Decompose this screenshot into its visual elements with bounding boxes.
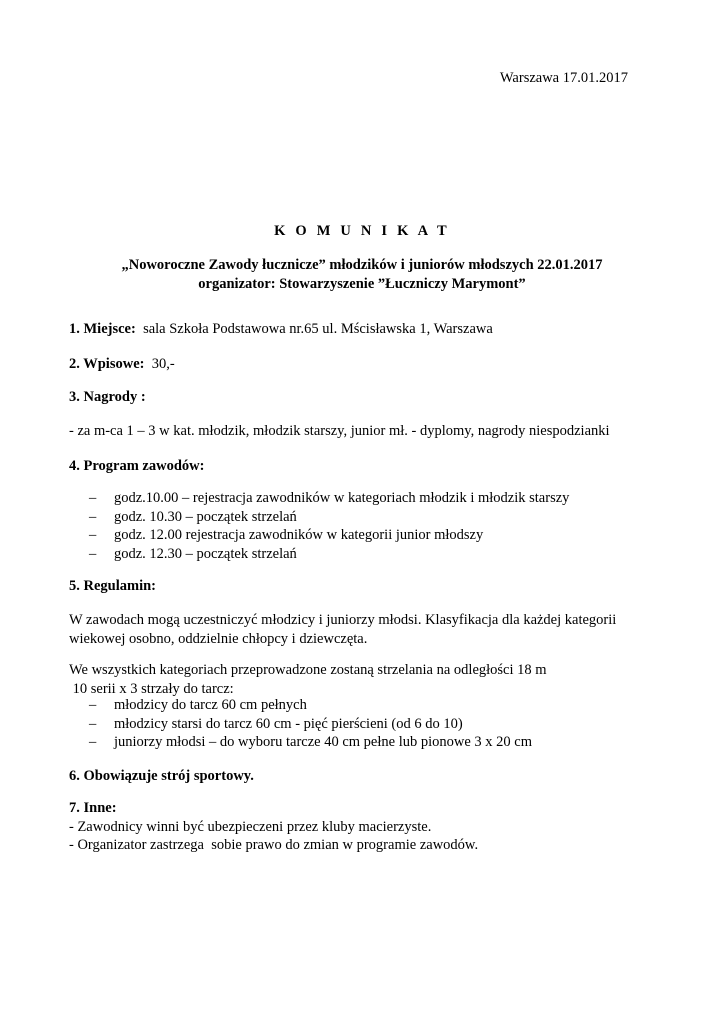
section-wpisowe-value: 30,- bbox=[151, 356, 175, 372]
section-stroj-heading: 6. Obowiązuje strój sportowy. bbox=[69, 768, 254, 784]
list-item bbox=[69, 508, 659, 527]
program-item-text: godz. 10.30 – początek strzelań bbox=[114, 508, 297, 525]
dash-bullet: – bbox=[89, 490, 97, 506]
dash-bullet: – bbox=[89, 697, 97, 713]
section-miejsce-value: sala Szkoła Podstawowa nr.65 ul. Mścisławska 1, Warszawa bbox=[143, 321, 493, 337]
section-inne bbox=[69, 799, 659, 855]
regulamin-item-text: młodzicy do tarcz 60 cm pełnych bbox=[114, 697, 307, 713]
subtitle-line-1: „Noworoczne Zawody łucznicze” młodzików i juniorów młodszych 22.01.2017 bbox=[121, 257, 603, 273]
regulamin-p1-line-2: wiekowej osobno, oddzielnie chłopcy i dziewczęta. bbox=[69, 630, 368, 647]
inne-line-2: - Organizator zastrzega sobie prawo do zmian w programie zawodów. bbox=[69, 837, 479, 853]
dash-bullet: – bbox=[89, 527, 97, 543]
dash-bullet: – bbox=[89, 508, 97, 525]
dash-bullet: – bbox=[89, 734, 97, 750]
regulamin-p2-line-2: 10 serii x 3 strzały do tarcz: bbox=[69, 680, 234, 697]
inne-line-1: - Zawodnicy winni być ubezpieczeni przez kluby macierzyste. bbox=[69, 818, 432, 835]
list-item bbox=[69, 545, 659, 564]
list-item bbox=[69, 489, 659, 508]
regulamin-paragraph-2 bbox=[69, 661, 659, 698]
section-program-heading: 4. Program zawodów: bbox=[69, 458, 205, 474]
section-inne-heading: 7. Inne: bbox=[69, 800, 117, 816]
section-regulamin-heading: 5. Regulamin: bbox=[69, 578, 156, 594]
list-item bbox=[69, 526, 659, 545]
section-nagrody-text: - za m-ca 1 – 3 w kat. młodzik, młodzik starszy, junior mł. - dyplomy, nagrody niespodzianki bbox=[69, 423, 610, 439]
program-item-text: godz.10.00 – rejestracja zawodników w kategoriach młodzik i młodzik starszy bbox=[114, 490, 570, 506]
program-item-text: godz. 12.30 – początek strzelań bbox=[114, 545, 297, 562]
dash-bullet: – bbox=[89, 715, 97, 732]
section-miejsce bbox=[69, 320, 659, 339]
regulamin-p1-line-1: W zawodach mogą uczestniczyć młodzicy i juniorzy młodsi. Klasyfikacja dla każdej kategorii bbox=[69, 612, 617, 628]
document-title: K O M U N I K A T bbox=[274, 223, 450, 239]
regulamin-item-text: juniorzy młodsi – do wyboru tarcze 40 cm pełne lub pionowe 3 x 20 cm bbox=[114, 734, 532, 750]
section-wpisowe-label: 2. Wpisowe: bbox=[69, 356, 145, 372]
list-item bbox=[69, 715, 659, 734]
regulamin-list bbox=[69, 696, 659, 752]
dash-bullet: – bbox=[89, 545, 97, 562]
subtitle-line-2: organizator: Stowarzyszenie ”Łuczniczy Marymont” bbox=[198, 275, 526, 292]
list-item bbox=[69, 733, 659, 752]
document-subtitle bbox=[0, 256, 724, 293]
document-date: Warszawa 17.01.2017 bbox=[499, 70, 628, 86]
list-item bbox=[69, 696, 659, 715]
regulamin-paragraph-1 bbox=[69, 611, 659, 648]
program-list bbox=[69, 489, 659, 563]
section-nagrody-label bbox=[69, 388, 659, 407]
section-wpisowe bbox=[69, 355, 659, 374]
section-program-label bbox=[69, 457, 659, 476]
regulamin-p2-line-1: We wszystkich kategoriach przeprowadzone zostaną strzelania na odległości 18 m bbox=[69, 662, 547, 678]
regulamin-item-text: młodzicy starsi do tarcz 60 cm - pięć pierścieni (od 6 do 10) bbox=[114, 715, 463, 732]
section-regulamin-label bbox=[69, 577, 659, 596]
program-item-text: godz. 12.00 rejestracja zawodników w kategorii junior młodszy bbox=[114, 527, 484, 543]
section-miejsce-label: 1. Miejsce: bbox=[69, 321, 136, 337]
section-nagrody-heading: 3. Nagrody : bbox=[69, 389, 146, 405]
section-stroj bbox=[69, 767, 659, 786]
